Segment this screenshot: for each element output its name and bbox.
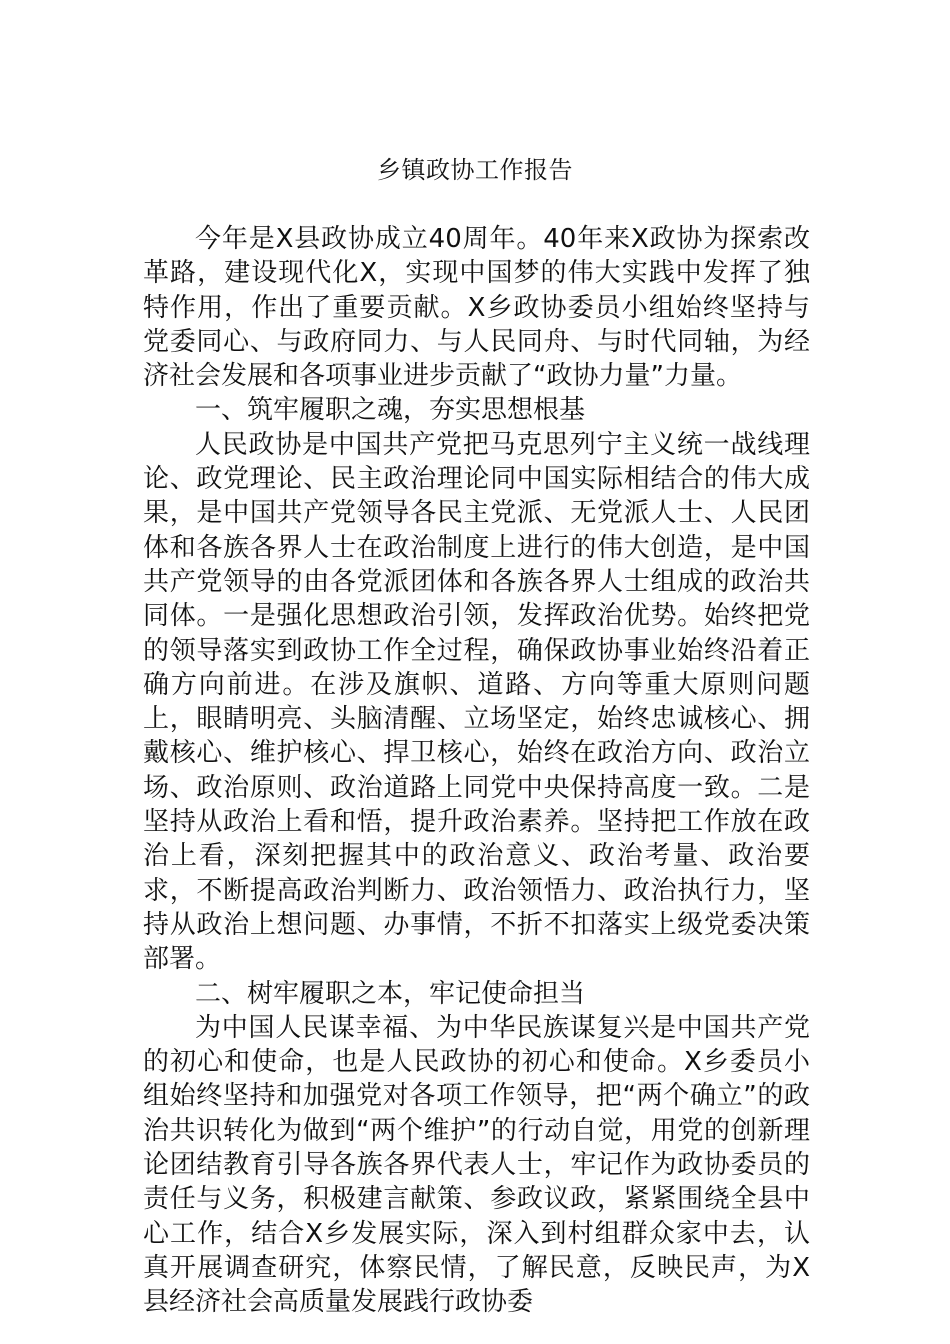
intro-paragraph: 今年是X县政协成立40周年。40年来X政协为探索改革路，建设现代化X，实现中国梦的伟大实践中发挥了独特作用，作出了重要贡献。X乡政协委员小组始终坚持与党委同心、与政府同力、与人民同舟、与时代同轴，为经济社会发展和各项事业进步贡献了“政协力量”力量。	[143, 224, 810, 392]
document-title: 乡镇政协工作报告	[377, 156, 573, 184]
document-body	[143, 222, 810, 1320]
section-heading-1: 一、筑牢履职之魂，夯实思想根基	[195, 395, 586, 426]
section-1-paragraph: 人民政协是中国共产党把马克思列宁主义统一战线理论、政党理论、民主政治理论同中国实际相结合的伟大成果，是中国共产党领导各民主党派、无党派人士、人民团体和各族各界人士在政治制度上进行的伟大创造，是中国共产党领导的由各党派团体和各族各界人士组成的政治共同体。一是强化思想政治引领，发挥政治优势。始终把党的领导落实到政协工作全过程，确保政协事业始终沿着正确方向前进。在涉及旗帜、道路、方向等重大原则问题上，眼睛明亮、头脑清醒、立场坚定，始终忠诚核心、拥戴核心、维护核心、捍卫核心，始终在政治方向、政治立场、政治原则、政治道路上同党中央保持高度一致。二是坚持从政治上看和悟，提升政治素养。坚持把工作放在政治上看，深刻把握其中的政治意义、政治考量、政治要求，不断提高政治判断力、政治领悟力、政治执行力，坚持从政治上想问题、办事情，不折不扣落实上级党委决策部署。	[143, 429, 810, 975]
section-heading-2: 二、树牢履职之本，牢记使命担当	[195, 978, 586, 1009]
section-2-paragraph: 为中国人民谋幸福、为中华民族谋复兴是中国共产党的初心和使命，也是人民政协的初心和使命。X乡委员小组始终坚持和加强党对各项工作领导，把“两个确立”的政治共识转化为做到“两个维护”的行动自觉，用党的创新理论团结教育引导各族各界代表人士，牢记作为政协委员的责任与义务，积极建言献策、参政议政，紧紧围绕全县中心工作，结合X乡发展实际，深入到村组群众家中去，认真开展调查研究，体察民情，了解民意，反映民声，为X县经济社会高质量发展践行政协委	[143, 1012, 810, 1318]
